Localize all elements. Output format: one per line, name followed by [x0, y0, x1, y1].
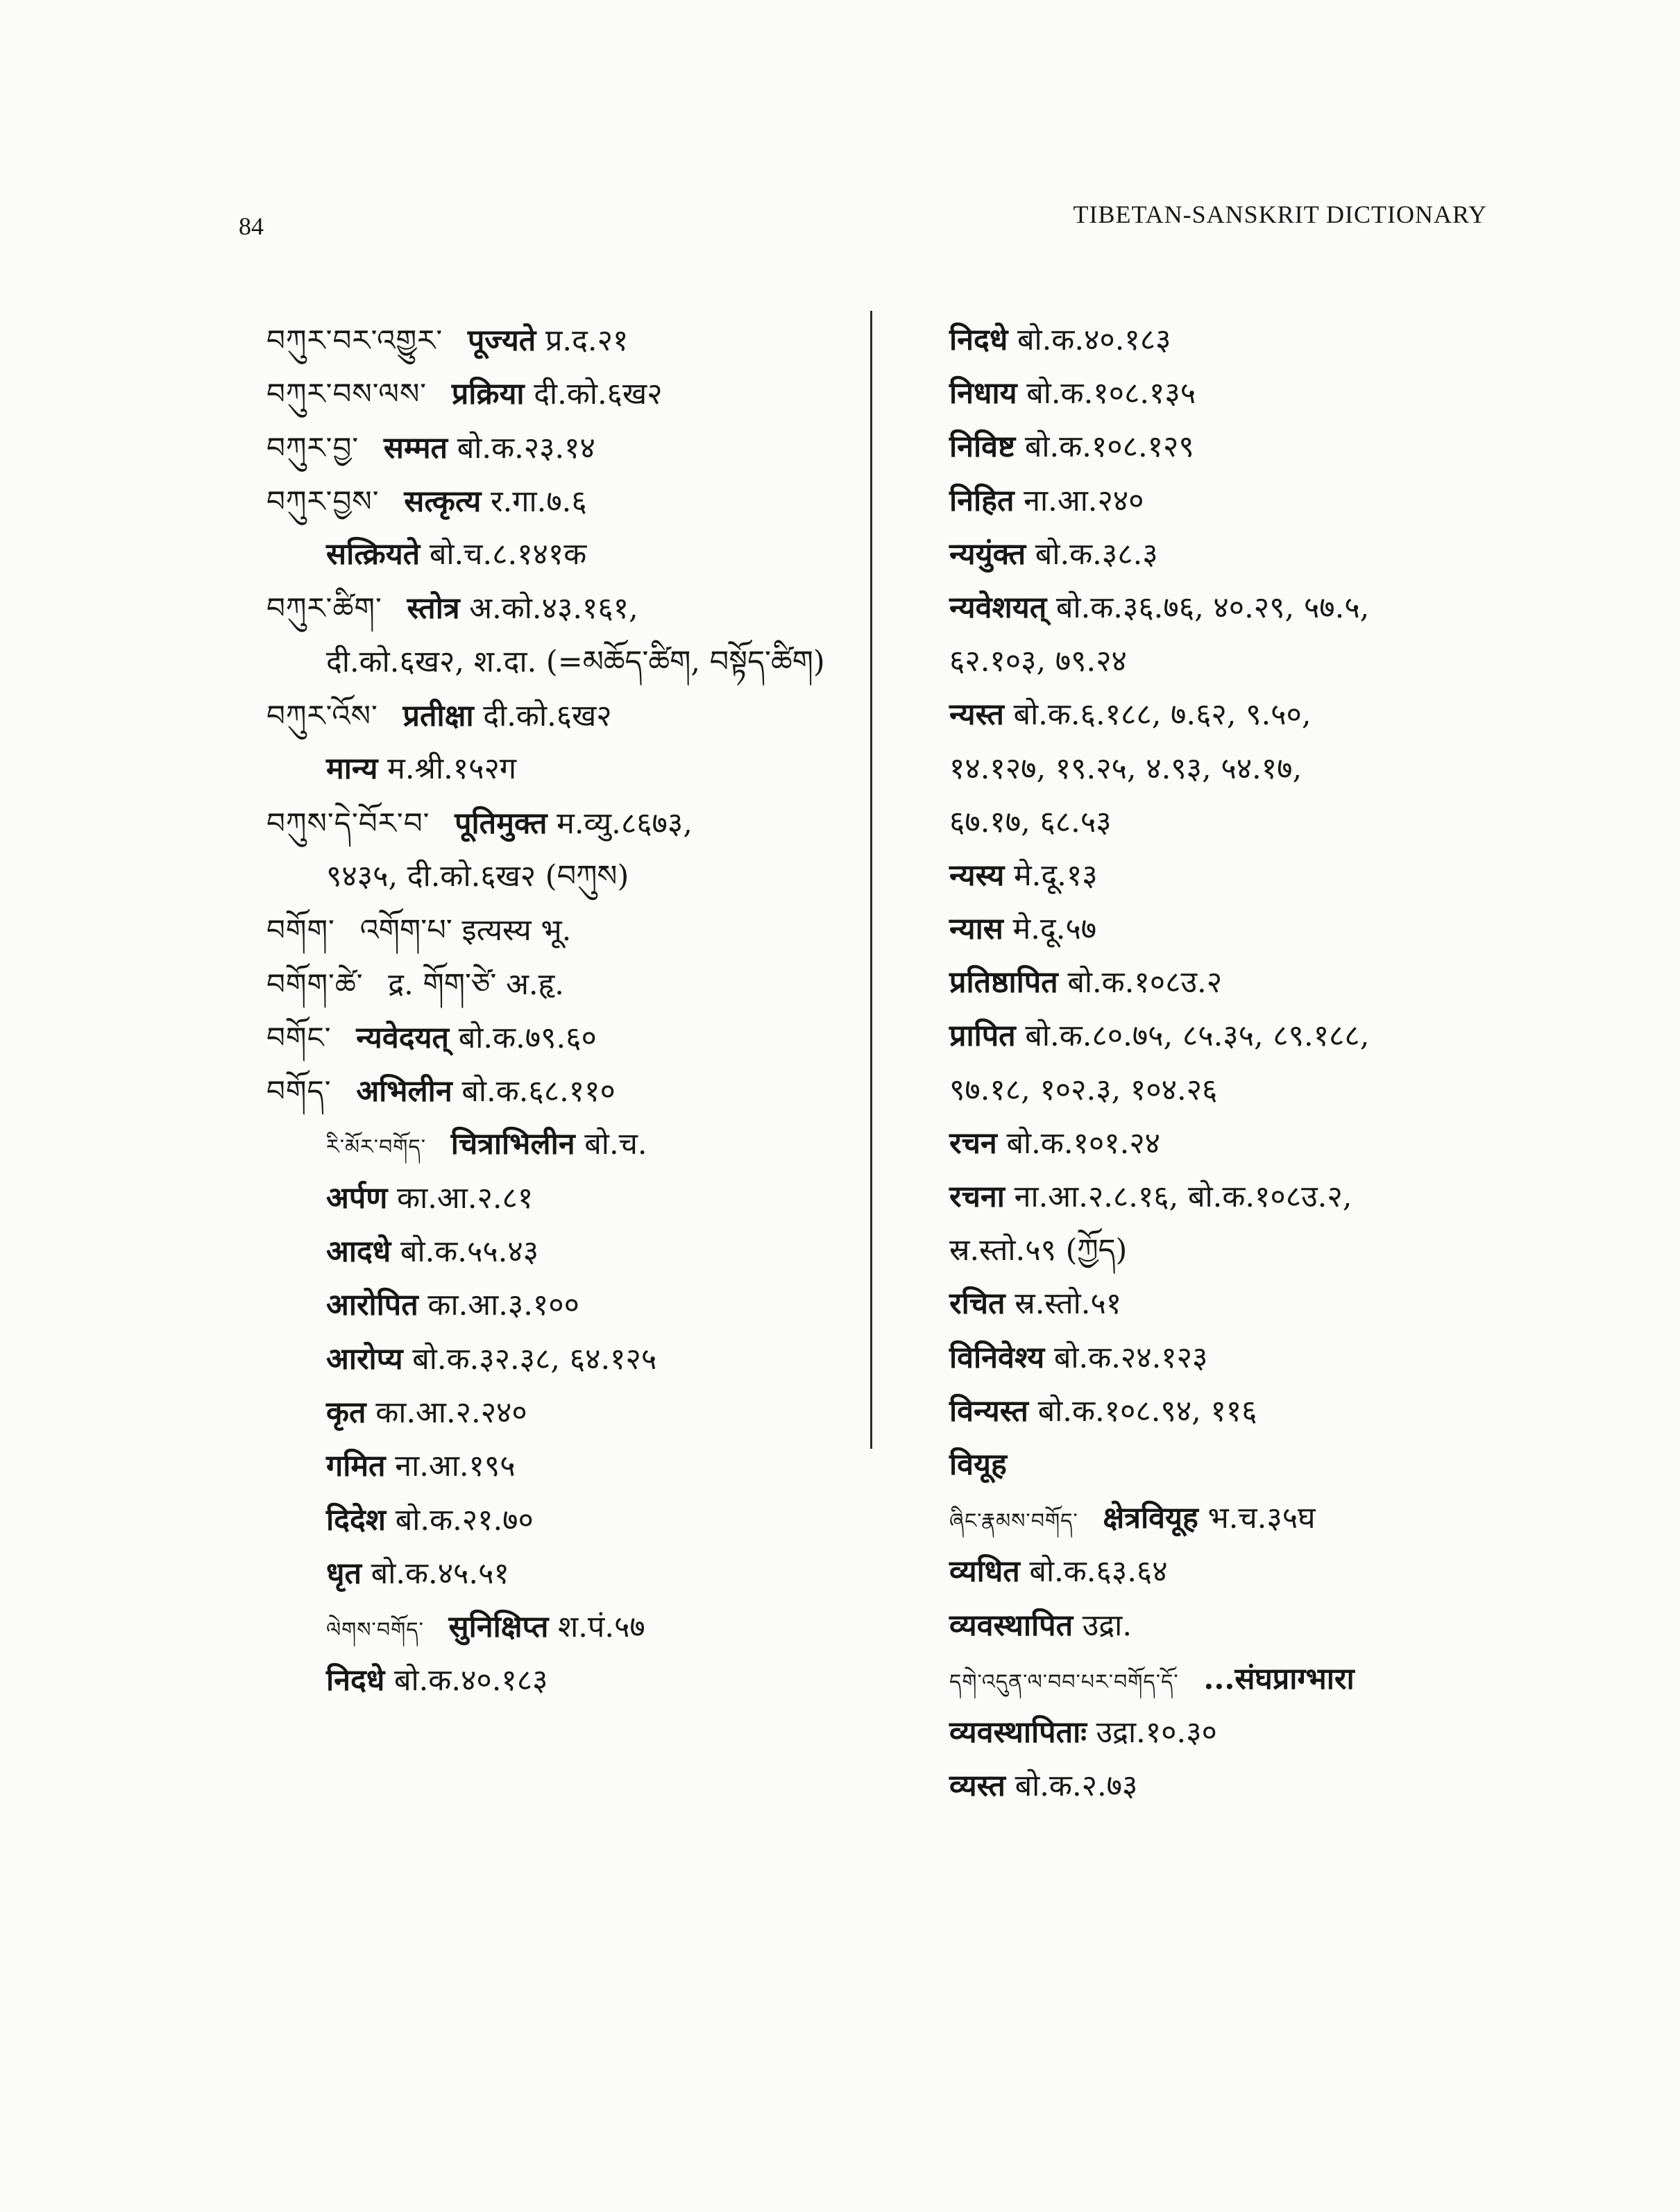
- dictionary-entry-line: [266, 742, 842, 796]
- source-reference: बो.क.३८.३: [1035, 536, 1158, 572]
- source-reference: बो.क.१०८.९४, ११६: [1037, 1393, 1257, 1429]
- dictionary-entry-line: [949, 1706, 1518, 1760]
- column-divider: [870, 311, 872, 1449]
- source-reference: འགོག་པ་ इत्यस्य भू.: [359, 913, 572, 948]
- tibetan-headword: བགོག་ཚེ་: [266, 967, 364, 1001]
- source-reference: श.पं.५७: [558, 1610, 645, 1645]
- running-head: TIBETAN-SANSKRIT DICTIONARY: [1073, 201, 1487, 228]
- sanskrit-equivalent: प्रापित: [949, 1019, 1016, 1054]
- dictionary-entry-line: [266, 903, 842, 957]
- dictionary-entry-line: [266, 1654, 842, 1708]
- sanskrit-equivalent: सत्क्रियते: [326, 537, 421, 572]
- source-reference: मे.दू.५७: [1012, 912, 1097, 947]
- dictionary-entry-line: [949, 581, 1518, 635]
- tibetan-compound: དགེ་འདུན་ལ་བབ་པར་བགོད་དོ་: [949, 1669, 1179, 1694]
- dictionary-entry-line: [949, 1492, 1518, 1545]
- source-reference: का.आ.३.१००: [427, 1288, 579, 1323]
- sanskrit-equivalent: आदधे: [326, 1234, 391, 1270]
- sanskrit-equivalent: निदधे: [949, 323, 1008, 357]
- dictionary-entry-line: [949, 635, 1518, 688]
- dictionary-entry-line: [949, 1653, 1518, 1706]
- dictionary-entry-line: [266, 475, 842, 528]
- dictionary-entry-line: [949, 849, 1518, 903]
- sanskrit-equivalent: स्तोत्र: [407, 591, 460, 627]
- dictionary-entry-line: [949, 367, 1518, 420]
- dictionary-entry-line: [949, 1171, 1518, 1224]
- sanskrit-equivalent: सुनिक्षिप्त: [448, 1610, 549, 1645]
- dictionary-entry-line: [266, 1172, 842, 1225]
- sanskrit-equivalent: न्ययुंक्त: [949, 536, 1026, 572]
- source-reference: भ.च.३५घ: [1207, 1501, 1316, 1536]
- source-reference: प्र.द.२१: [545, 323, 629, 358]
- source-reference: बो.क.२३.१४: [457, 430, 595, 466]
- source-reference: द्र. གོག་ཙེ་ अ.हृ.: [388, 967, 564, 1002]
- dictionary-entry-line: [266, 1225, 842, 1279]
- sanskrit-equivalent: रचित: [949, 1286, 1006, 1322]
- sanskrit-equivalent: पूतिमुक्त: [455, 806, 548, 841]
- dictionary-entry-line: [266, 581, 842, 635]
- sanskrit-equivalent: प्रतिष्ठापित: [949, 965, 1058, 1001]
- dictionary-entry-line: [949, 1277, 1518, 1331]
- tibetan-headword: བཀུར་བྱས་: [266, 484, 380, 518]
- source-reference: ना.आ.२.८.१६, बो.क.१०८उ.२,: [1014, 1180, 1352, 1214]
- tibetan-headword: བགོག་: [266, 913, 335, 948]
- dictionary-entry-line: [949, 1438, 1518, 1492]
- dictionary-entry-line: [266, 689, 842, 742]
- tibetan-headword: བཀུར་བྱ་: [266, 430, 359, 465]
- sanskrit-equivalent: पूज्यते: [467, 323, 536, 358]
- sanskrit-equivalent: ...संघप्राग्भारा: [1203, 1661, 1355, 1696]
- sanskrit-equivalent: न्यस्य: [949, 858, 1005, 893]
- sanskrit-equivalent: मान्य: [326, 751, 378, 787]
- dictionary-entry-line: [949, 1760, 1518, 1813]
- dictionary-entry-line: [266, 421, 842, 475]
- dictionary-entry-line: [949, 796, 1518, 849]
- tibetan-headword: བཀུར་བས་ལས་: [266, 377, 427, 411]
- source-reference: बो.क.१०८.१३५: [1026, 376, 1196, 411]
- sanskrit-equivalent: दिदेश: [326, 1502, 387, 1538]
- source-reference: बो.क.६.१८८, ७.६२, ९.५०,: [1013, 697, 1312, 733]
- dictionary-entry-line: [266, 1011, 842, 1064]
- tibetan-headword: བཀུས་དེ་བོར་བ་: [266, 806, 430, 840]
- sanskrit-equivalent: अभिलीन: [356, 1074, 452, 1109]
- dictionary-entry-line: [949, 314, 1518, 367]
- dictionary-entry-line: [266, 1064, 842, 1118]
- source-reference: बो.च.: [584, 1127, 647, 1162]
- dictionary-entry-line: [266, 850, 842, 903]
- source-reference: बो.क.१०८उ.२: [1067, 965, 1223, 1001]
- sanskrit-equivalent: न्यास: [949, 912, 1003, 947]
- sanskrit-equivalent: न्यवेदयत्: [356, 1020, 450, 1055]
- tibetan-headword: བཀུར་འོས་: [266, 699, 378, 733]
- dictionary-entry-line: [949, 688, 1518, 742]
- source-reference: मे.दू.१३: [1013, 858, 1098, 893]
- source-reference: ९७.१८, १०२.३, १०४.२६: [949, 1072, 1218, 1107]
- sanskrit-equivalent: न्यवेशयत्: [949, 590, 1047, 625]
- sanskrit-equivalent: अर्पण: [326, 1180, 388, 1216]
- left-column: [266, 314, 842, 1708]
- dictionary-entry-line: [266, 958, 842, 1011]
- sanskrit-equivalent: रचन: [949, 1125, 997, 1161]
- sanskrit-equivalent: निदधे: [326, 1663, 385, 1699]
- source-reference: म.व्यु.८६७३,: [557, 806, 693, 841]
- dictionary-entry-line: [949, 1224, 1518, 1277]
- sanskrit-equivalent: वियूह: [949, 1447, 1007, 1482]
- source-reference: अ.को.४३.१६१,: [469, 591, 638, 627]
- source-reference: म.श्री.१५२ग: [387, 751, 517, 787]
- source-reference: बो.क.६८.११०: [461, 1074, 616, 1109]
- sanskrit-equivalent: प्रतीक्षा: [402, 699, 474, 734]
- source-reference: बो.क.४०.१८३: [393, 1663, 548, 1699]
- source-reference: बो.क.१०८.१२९: [1024, 429, 1194, 465]
- sanskrit-equivalent: व्यवस्थापिताः: [949, 1715, 1087, 1750]
- source-reference: स्र.स्तो.५९ (ཀྱོད): [949, 1233, 1128, 1268]
- source-reference: १४.१२७, १९.२५, ४.९३, ५४.१७,: [949, 751, 1303, 786]
- source-reference: बो.क.८०.७५, ८५.३५, ८९.१८८,: [1025, 1019, 1370, 1054]
- sanskrit-equivalent: व्यवस्थापित: [949, 1608, 1074, 1643]
- source-reference: का.आ.२.८१: [397, 1180, 534, 1216]
- sanskrit-equivalent: धृत: [326, 1556, 362, 1591]
- source-reference: बो.क.२१.७०: [395, 1502, 534, 1538]
- source-reference: दी.को.६ख२, श.दा. (=མཆོད་ཚིག, བསྟོད་ཚིག): [326, 644, 825, 679]
- dictionary-entry-line: [949, 1599, 1518, 1653]
- dictionary-entry-line: [266, 636, 842, 689]
- sanskrit-equivalent: निधाय: [949, 376, 1017, 411]
- tibetan-compound: རི་མོར་བགོད་: [326, 1135, 427, 1160]
- source-reference: बो.क.७९.६०: [458, 1020, 597, 1055]
- dictionary-entry-line: [949, 1064, 1518, 1117]
- sanskrit-equivalent: प्रक्रिया: [451, 377, 525, 412]
- source-reference: ना.आ.२४०: [1024, 483, 1144, 518]
- tibetan-headword: བཀུར་ཚིག་: [266, 591, 382, 626]
- dictionary-entry-line: [949, 742, 1518, 796]
- dictionary-entry-line: [949, 1332, 1518, 1385]
- dictionary-entry-line: [949, 903, 1518, 956]
- sanskrit-equivalent: सम्मत: [383, 430, 448, 466]
- sanskrit-equivalent: क्षेत्रवियूह: [1103, 1501, 1198, 1536]
- sanskrit-equivalent: न्यस्त: [949, 697, 1004, 733]
- dictionary-entry-line: [266, 1601, 842, 1654]
- dictionary-entry-line: [949, 1010, 1518, 1063]
- source-reference: बो.क.६३.६४: [1029, 1554, 1168, 1590]
- source-reference: बो.क.२४.१२३: [1053, 1340, 1208, 1375]
- dictionary-entry-line: [949, 956, 1518, 1010]
- dictionary-entry-line: [266, 1440, 842, 1493]
- tibetan-headword: བཀུར་བར་འགྱུར་: [266, 323, 443, 357]
- source-reference: उद्रा.१०.३०: [1096, 1715, 1217, 1750]
- dictionary-entry-line: [266, 1333, 842, 1386]
- dictionary-entry-line: [266, 1494, 842, 1547]
- dictionary-entry-line: [949, 475, 1518, 528]
- sanskrit-equivalent: निहित: [949, 483, 1015, 518]
- dictionary-entry-line: [266, 1118, 842, 1171]
- sanskrit-equivalent: व्यस्त: [949, 1769, 1006, 1804]
- page-number: 84: [239, 212, 264, 240]
- tibetan-headword: བགོང་: [266, 1020, 332, 1055]
- dictionary-entry-line: [266, 1547, 842, 1601]
- dictionary-entry-line: [266, 528, 842, 581]
- sanskrit-equivalent: विनिवेश्य: [949, 1340, 1045, 1375]
- tibetan-compound: ཞིང་རྣམས་བགོད་: [949, 1509, 1078, 1534]
- source-reference: ६७.१७, ६८.५३: [949, 804, 1112, 840]
- source-reference: बो.क.३२.३८, ६४.१२५: [412, 1341, 657, 1377]
- sanskrit-equivalent: कृत: [326, 1395, 366, 1430]
- source-reference: दी.को.६ख२: [534, 377, 663, 412]
- dictionary-entry-line: [949, 1545, 1518, 1599]
- source-reference: बो.क.५५.४३: [400, 1234, 539, 1270]
- dictionary-entry-line: [266, 797, 842, 850]
- source-reference: स्र.स्तो.५१: [1015, 1286, 1122, 1322]
- dictionary-entry-line: [949, 1117, 1518, 1171]
- sanskrit-equivalent: चित्राभिलीन: [450, 1127, 575, 1162]
- sanskrit-equivalent: गमित: [326, 1449, 386, 1484]
- source-reference: ना.आ.१९५: [395, 1449, 516, 1484]
- sanskrit-equivalent: सत्कृत्य: [404, 484, 482, 519]
- source-reference: बो.क.१०१.२४: [1006, 1125, 1160, 1161]
- source-reference: बो.क.४५.५१: [371, 1556, 509, 1591]
- sanskrit-equivalent: आरोप्य: [326, 1341, 403, 1377]
- dictionary-entry-line: [949, 528, 1518, 581]
- source-reference: बो.च.८.१४१क: [429, 537, 587, 572]
- dictionary-entry-line: [266, 367, 842, 420]
- source-reference: बो.क.२.७३: [1015, 1769, 1138, 1804]
- dictionary-entry-line: [266, 1386, 842, 1440]
- right-column: [949, 314, 1518, 1813]
- source-reference: र.गा.७.६: [491, 484, 587, 519]
- source-reference: ९४३५, दी.को.६ख२ (བཀུས): [326, 858, 629, 894]
- source-reference: बो.क.४०.१८३: [1017, 323, 1171, 357]
- sanskrit-equivalent: आरोपित: [326, 1288, 418, 1323]
- sanskrit-equivalent: विन्यस्त: [949, 1393, 1028, 1429]
- sanskrit-equivalent: रचना: [949, 1180, 1005, 1214]
- source-reference: बो.क.३६.७६, ४०.२९, ५७.५,: [1055, 590, 1370, 625]
- tibetan-compound: ལེགས་བགོད་: [326, 1618, 424, 1643]
- dictionary-entry-line: [266, 1279, 842, 1332]
- dictionary-entry-line: [266, 314, 842, 367]
- dictionary-entry-line: [949, 420, 1518, 474]
- tibetan-headword: བགོད་: [266, 1074, 332, 1109]
- source-reference: दी.को.६ख२: [483, 699, 612, 734]
- dictionary-entry-line: [949, 1385, 1518, 1438]
- source-reference: का.आ.२.२४०: [375, 1395, 527, 1430]
- source-reference: उद्रा.: [1082, 1608, 1132, 1643]
- sanskrit-equivalent: निविष्ट: [949, 429, 1016, 465]
- source-reference: ६२.१०३, ७९.२४: [949, 644, 1127, 679]
- sanskrit-equivalent: व्यधित: [949, 1554, 1020, 1590]
